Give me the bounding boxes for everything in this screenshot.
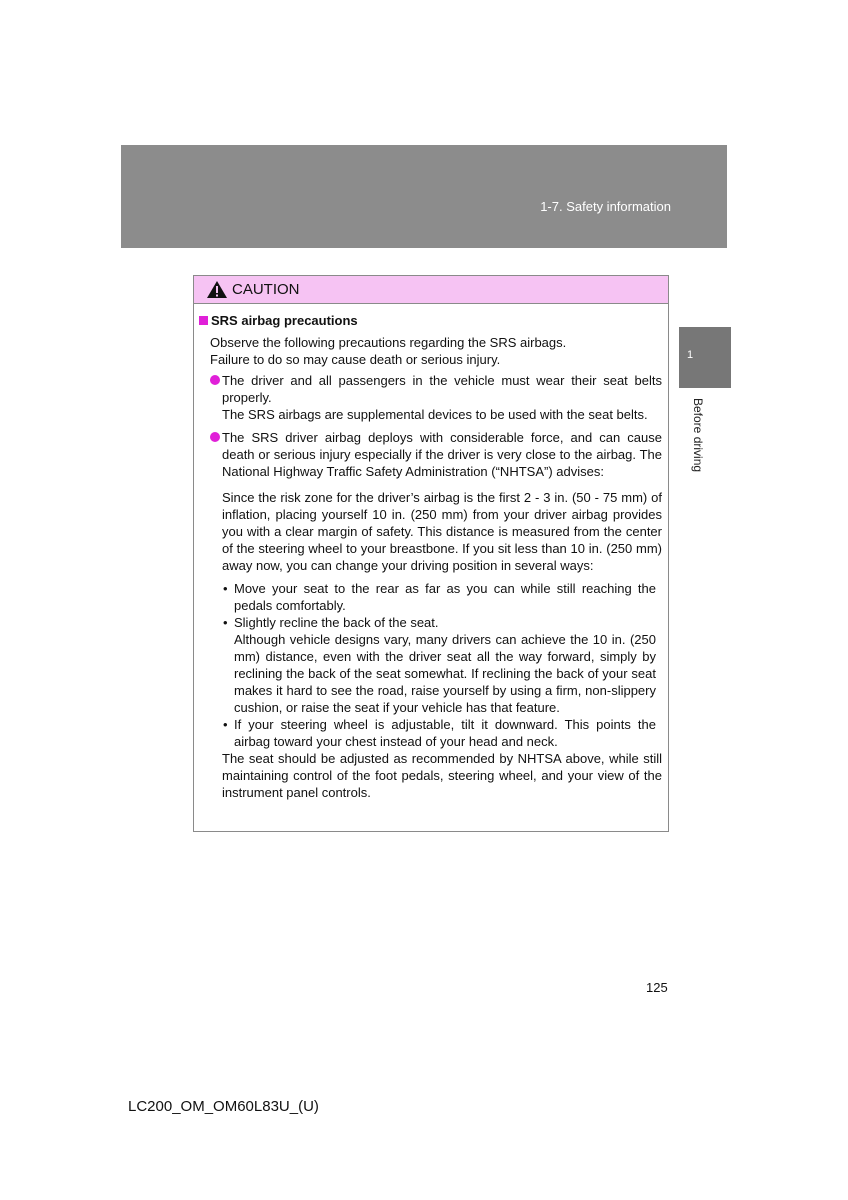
chapter-label: Before driving xyxy=(691,398,705,473)
round-bullet-icon xyxy=(210,375,220,385)
list-item xyxy=(222,372,662,423)
caution-title: CAUTION xyxy=(232,281,300,298)
bullet-text: If your steering wheel is adjustable, tilt it downward. This points the airbag toward your chest instead of your head and neck. xyxy=(234,717,656,749)
caution-content xyxy=(194,312,668,801)
bullet-mark: • xyxy=(223,717,228,732)
warning-triangle-icon xyxy=(206,280,228,299)
chapter-number: 1 xyxy=(687,349,694,361)
list-item-text: The SRS driver airbag deploys with considerable force, and can cause death or serious injury especially if the driver is very close to the airbag. The National Highway Traffic Safety Administration (“NHTSA”) advises: xyxy=(222,430,662,479)
page-number: 125 xyxy=(646,980,668,995)
bullet-detail: Although vehicle designs vary, many drivers can achieve the 10 in. (250 mm) distance, even with the driver seat all the way forward, simply by reclining the back of the seat somewhat. If reclining the back of your seat makes it hard to see the road, raise yourself by using a firm, non-slippery cushion, or raise the seat if your vehicle has that feature. xyxy=(234,632,656,715)
bullet-text: Slightly recline the back of the seat. xyxy=(234,615,439,630)
bullet-text: Move your seat to the rear as far as you can while still reaching the pedals comfortably. xyxy=(234,581,656,613)
list-item xyxy=(222,429,662,480)
nhtsa-paragraph: Since the risk zone for the driver’s airbag is the first 2 - 3 in. (50 - 75 mm) of inflation, placing yourself 10 in. (250 mm) from your driver airbag provides you with a clear margin of safety. This distance is measured from the center of the steering wheel to your breastbone. If you sit less than 10 in. (250 mm) away now, you can change your driving position in several ways: xyxy=(222,490,662,573)
header-bar xyxy=(121,145,727,248)
bullet-mark: • xyxy=(223,615,228,630)
intro-text xyxy=(210,334,662,368)
caution-header xyxy=(194,276,668,304)
intro-line: Failure to do so may cause death or serious injury. xyxy=(210,352,501,367)
intro-line: Observe the following precautions regarding the SRS airbags. xyxy=(210,335,567,350)
chapter-tab xyxy=(679,327,731,388)
subsection-title: SRS airbag precautions xyxy=(211,313,358,328)
document-code: LC200_OM_OM60L83U_(U) xyxy=(128,1098,319,1115)
list-item-text: The SRS airbags are supplemental devices to be used with the seat belts. xyxy=(222,407,648,422)
section-title: 1-7. Safety information xyxy=(540,199,671,214)
bullet-item xyxy=(223,716,656,750)
caution-box xyxy=(193,275,669,832)
bullet-item xyxy=(223,580,656,614)
closing-paragraph: The seat should be adjusted as recommended by NHTSA above, while still maintaining control of the foot pedals, steering wheel, and your view of the instrument panel controls. xyxy=(222,751,662,800)
bullet-mark: • xyxy=(223,581,228,596)
subsection-heading xyxy=(194,312,668,329)
round-bullet-icon xyxy=(210,432,220,442)
square-bullet-icon xyxy=(199,316,208,325)
list-item-text: The driver and all passengers in the vehicle must wear their seat belts properly. xyxy=(222,373,662,405)
bullet-item xyxy=(223,614,656,716)
